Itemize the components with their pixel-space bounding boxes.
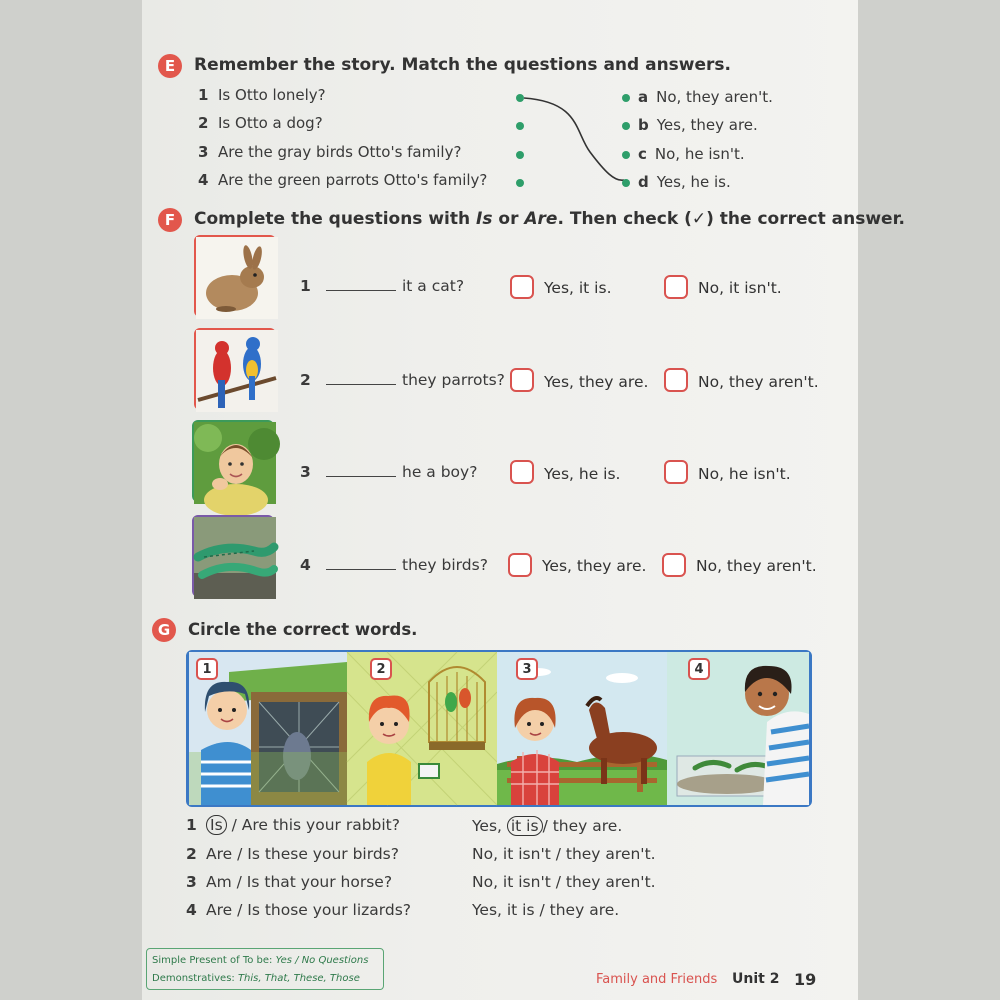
g-answer-2-opt1[interactable]: No, it isn't <box>472 845 551 863</box>
lizards-image <box>192 515 274 597</box>
g-answer-2: No, it isn't / they aren't. <box>472 845 656 863</box>
match-line <box>520 92 630 184</box>
g-answer-1: Yes, it is / they are. <box>472 817 623 835</box>
section-f-badge: F <box>158 208 182 232</box>
page-number: 19 <box>794 970 817 989</box>
g-answer-1-opt1[interactable]: it is <box>507 816 543 836</box>
g-answer-1-opt2[interactable]: they are. <box>552 817 623 835</box>
f-item-1-no-label: No, it isn't. <box>698 279 782 297</box>
section-g-badge: G <box>152 618 176 642</box>
g-item-1: 1 Is / Are this your rabbit? <box>186 816 400 834</box>
f-item-4-yes-label: Yes, they are. <box>542 557 647 575</box>
f-item-2-no-label: No, they aren't. <box>698 373 819 391</box>
f-item-2-yes-label: Yes, they are. <box>544 373 649 391</box>
e-question-4: 4 Are the green parrots Otto's family? <box>198 171 488 189</box>
g-answer-4-opt2[interactable]: they are. <box>549 901 620 919</box>
book-title: Family and Friends <box>596 972 718 987</box>
g-item-2: 2 Are / Is these your birds? <box>186 845 399 863</box>
panel-2-number: 2 <box>370 658 392 680</box>
g-answer-3-opt1[interactable]: No, it isn't <box>472 873 551 891</box>
f-item-3-text: 3 he a boy? <box>300 463 478 481</box>
f-blank-3[interactable] <box>326 476 396 477</box>
rabbit-image <box>194 235 276 317</box>
g-item-2-opt1[interactable]: Are <box>206 845 233 863</box>
f-blank-1[interactable] <box>326 290 396 291</box>
grammar-line-1: Simple Present of To be: Yes / No Questions <box>152 955 369 966</box>
e-question-1: 1 Is Otto lonely? <box>198 86 326 104</box>
f-item-4-no-label: No, they aren't. <box>696 557 817 575</box>
g-item-4-opt1[interactable]: Are <box>206 901 233 919</box>
f-item-3-no-label: No, he isn't. <box>698 465 791 483</box>
f-item-1-yes-checkbox[interactable] <box>510 275 534 299</box>
f-item-2-text: 2 they parrots? <box>300 371 505 389</box>
g-item-1-opt1[interactable]: Is <box>206 815 227 835</box>
g-item-1-opt2[interactable]: Are <box>241 816 268 834</box>
grammar-focus-box <box>146 948 384 990</box>
section-g-title: Circle the correct words. <box>188 620 418 639</box>
e-question-2: 2 Is Otto a dog? <box>198 114 323 132</box>
f-item-3-yes-label: Yes, he is. <box>544 465 621 483</box>
f-item-1-text: 1 it a cat? <box>300 277 465 295</box>
f-item-3-no-checkbox[interactable] <box>664 460 688 484</box>
f-item-4-text: 4 they birds? <box>300 556 488 574</box>
g-item-3-opt2[interactable]: Is <box>246 873 260 891</box>
f-item-1-no-checkbox[interactable] <box>664 275 688 299</box>
f-item-2-yes-checkbox[interactable] <box>510 368 534 392</box>
g-item-4: 4 Are / Is those your lizards? <box>186 901 412 919</box>
g-answer-4: Yes, it is / they are. <box>472 901 620 919</box>
answer-dot-b[interactable] <box>622 122 630 130</box>
f-blank-2[interactable] <box>326 384 396 385</box>
e-question-3: 3 Are the gray birds Otto's family? <box>198 143 462 161</box>
panel-4-number: 4 <box>688 658 710 680</box>
section-f-title: Complete the questions with Is or Are. Then check (✓) the correct answer. <box>194 209 906 229</box>
grammar-line-2: Demonstratives: This, That, These, Those <box>152 973 360 984</box>
e-answer-d: d Yes, he is. <box>638 173 731 191</box>
parrots-image <box>194 328 276 410</box>
answer-dot-c[interactable] <box>622 151 630 159</box>
g-answer-4-opt1[interactable]: Yes, it is <box>472 901 535 919</box>
f-item-3-yes-checkbox[interactable] <box>510 460 534 484</box>
answer-dot-a[interactable] <box>622 94 630 102</box>
g-answer-2-opt2[interactable]: they aren't. <box>565 845 656 863</box>
e-answer-c: c No, he isn't. <box>638 145 745 163</box>
answer-dot-d[interactable] <box>622 179 630 187</box>
f-item-4-yes-checkbox[interactable] <box>508 553 532 577</box>
f-blank-4[interactable] <box>326 569 396 570</box>
section-e-badge: E <box>158 54 182 78</box>
f-item-4-no-checkbox[interactable] <box>662 553 686 577</box>
g-answer-3: No, it isn't / they aren't. <box>472 873 656 891</box>
g-item-4-opt2[interactable]: Is <box>247 901 260 919</box>
f-item-1-yes-label: Yes, it is. <box>544 279 612 297</box>
g-item-2-opt2[interactable]: Is <box>247 845 260 863</box>
g-item-3: 3 Am / Is that your horse? <box>186 873 393 891</box>
section-e-title: Remember the story. Match the questions and answers. <box>194 55 731 75</box>
panel-3-number: 3 <box>516 658 538 680</box>
panel-1-number: 1 <box>196 658 218 680</box>
g-item-3-opt1[interactable]: Am <box>206 873 232 891</box>
workbook-page <box>142 0 906 1000</box>
unit-label: Unit 2 <box>732 971 780 987</box>
f-item-2-no-checkbox[interactable] <box>664 368 688 392</box>
e-answer-a: a No, they aren't. <box>638 88 773 106</box>
g-answer-3-opt2[interactable]: they aren't. <box>565 873 656 891</box>
boy-image <box>192 420 274 502</box>
e-answer-b: b Yes, they are. <box>638 116 758 134</box>
